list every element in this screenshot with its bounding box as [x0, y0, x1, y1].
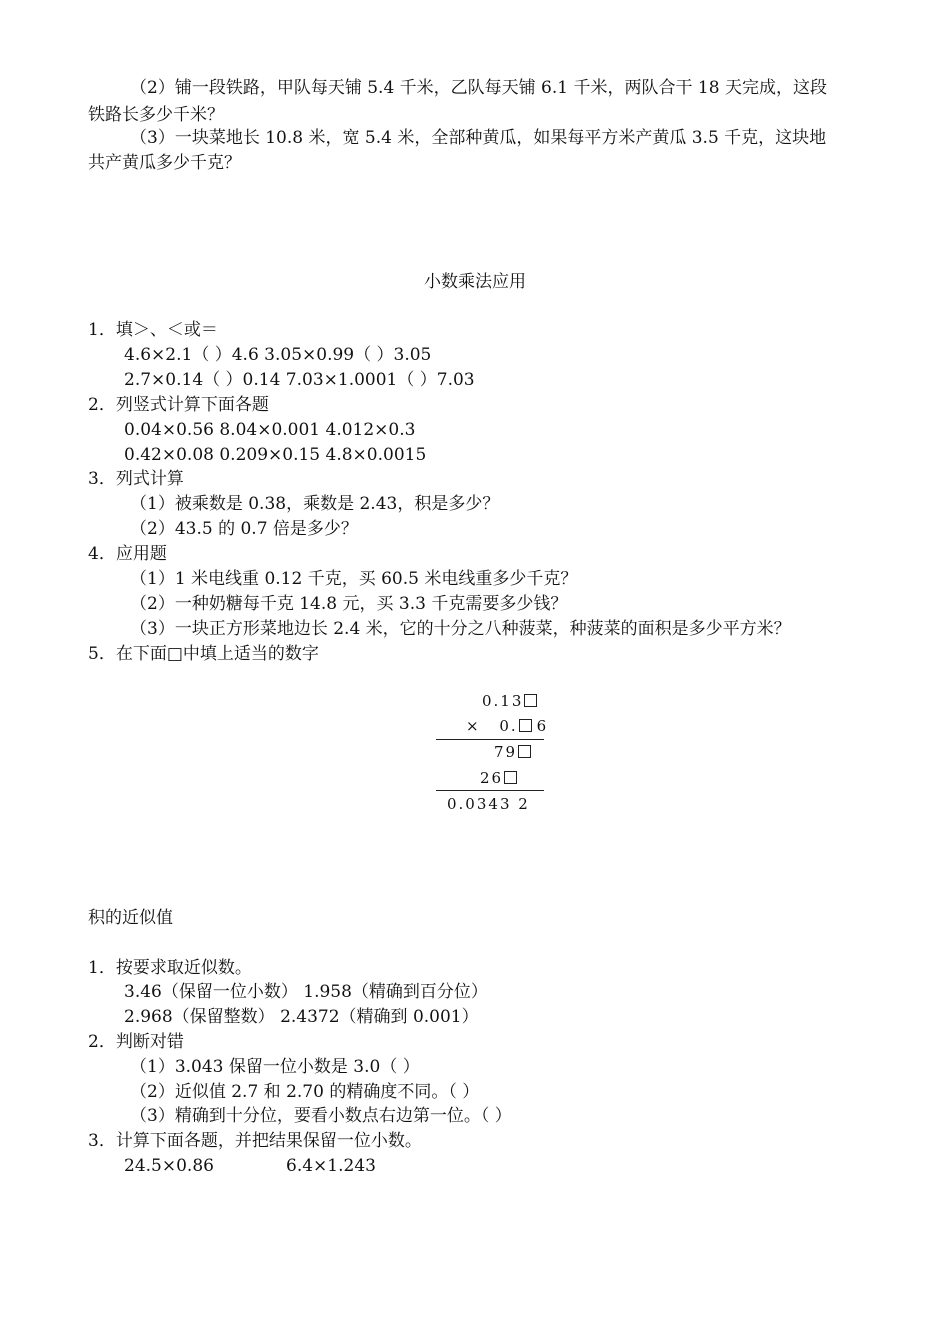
s2-item3-heading: 3．计算下面各题，并把结果保留一位小数。 — [88, 1131, 422, 1151]
puzzle-line-2 — [436, 790, 544, 791]
s1-item4-q1: （1）1 米电线重 0.12 千克，买 60.5 米电线重多少千克？ — [130, 569, 578, 589]
section2-title: 积的近似值 — [88, 908, 173, 928]
intro-q2-line1: （2）铺一段铁路，甲队每天铺 5.4 千米，乙队每天铺 6.1 千米，两队合干 18 天完成，这段 — [130, 78, 827, 98]
s2-item2-q3: （3）精确到十分位，要看小数点右边第一位。（ ） — [130, 1106, 512, 1126]
blank-box[interactable] — [519, 719, 532, 732]
s1-item3-q1: （1）被乘数是 0.38，乘数是 2.43，积是多少？ — [130, 494, 500, 514]
puzzle-row3: 79 — [494, 740, 532, 764]
s2-item1-row2: 2.968（保留整数） 2.4372（精确到 0.001） — [124, 1007, 479, 1027]
s2-item1-row1: 3.46（保留一位小数） 1.958（精确到百分位） — [124, 982, 488, 1002]
puzzle-result: 0.0343 2 — [447, 795, 530, 813]
s2-item2-heading: 2．判断对错 — [88, 1032, 184, 1052]
s2-item3-expr-a: 24.5×0.86 — [124, 1156, 214, 1176]
intro-q2-line2: 铁路长多少千米？ — [88, 105, 224, 125]
blank-box[interactable] — [504, 771, 517, 784]
puzzle-row2: × 0. 6 — [466, 717, 549, 735]
blank-box[interactable] — [518, 745, 531, 758]
s1-item1-heading: 1．填＞、＜或＝ — [88, 320, 218, 340]
s2-item2-q2: （2）近似值 2.7 和 2.70 的精确度不同。（ ） — [130, 1082, 480, 1102]
section1-title: 小数乘法应用 — [424, 272, 526, 292]
s2-item2-q1: （1）3.043 保留一位小数是 3.0（ ） — [130, 1057, 420, 1077]
s1-item4-heading: 4．应用题 — [88, 544, 167, 564]
s1-item1-row1: 4.6×2.1（ ）4.6 3.05×0.99（ ）3.05 — [124, 345, 432, 365]
puzzle-row1: 0.13 — [482, 689, 538, 713]
puzzle-row4: 26 — [480, 766, 518, 790]
s1-item3-q2: （2）43.5 的 0.7 倍是多少？ — [130, 519, 358, 539]
intro-q3-line2: 共产黄瓜多少千克？ — [88, 153, 241, 173]
s1-item2-row1: 0.04×0.56 8.04×0.001 4.012×0.3 — [124, 420, 416, 440]
blank-box[interactable] — [524, 694, 537, 707]
s1-item2-heading: 2．列竖式计算下面各题 — [88, 395, 269, 415]
s2-item3-expr-b: 6.4×1.243 — [286, 1156, 376, 1176]
s1-item5-heading: 5．在下面□中填上适当的数字 — [88, 644, 319, 664]
s1-item1-row2: 2.7×0.14（ ）0.14 7.03×1.0001（ ）7.03 — [124, 370, 475, 390]
intro-q3-line1: （3）一块菜地长 10.8 米，宽 5.4 米，全部种黄瓜，如果每平方米产黄瓜 3.5 千克，这块地 — [130, 128, 827, 148]
s1-item2-row2: 0.42×0.08 0.209×0.15 4.8×0.0015 — [124, 445, 427, 465]
s1-item4-q3: （3）一块正方形菜地边长 2.4 米，它的十分之八种菠菜，种菠菜的面积是多少平方米？ — [130, 619, 791, 639]
s1-item3-heading: 3．列式计算 — [88, 469, 184, 489]
s2-item1-heading: 1．按要求取近似数。 — [88, 958, 252, 978]
s1-item4-q2: （2）一种奶糖每千克 14.8 元，买 3.3 千克需要多少钱？ — [130, 594, 568, 614]
